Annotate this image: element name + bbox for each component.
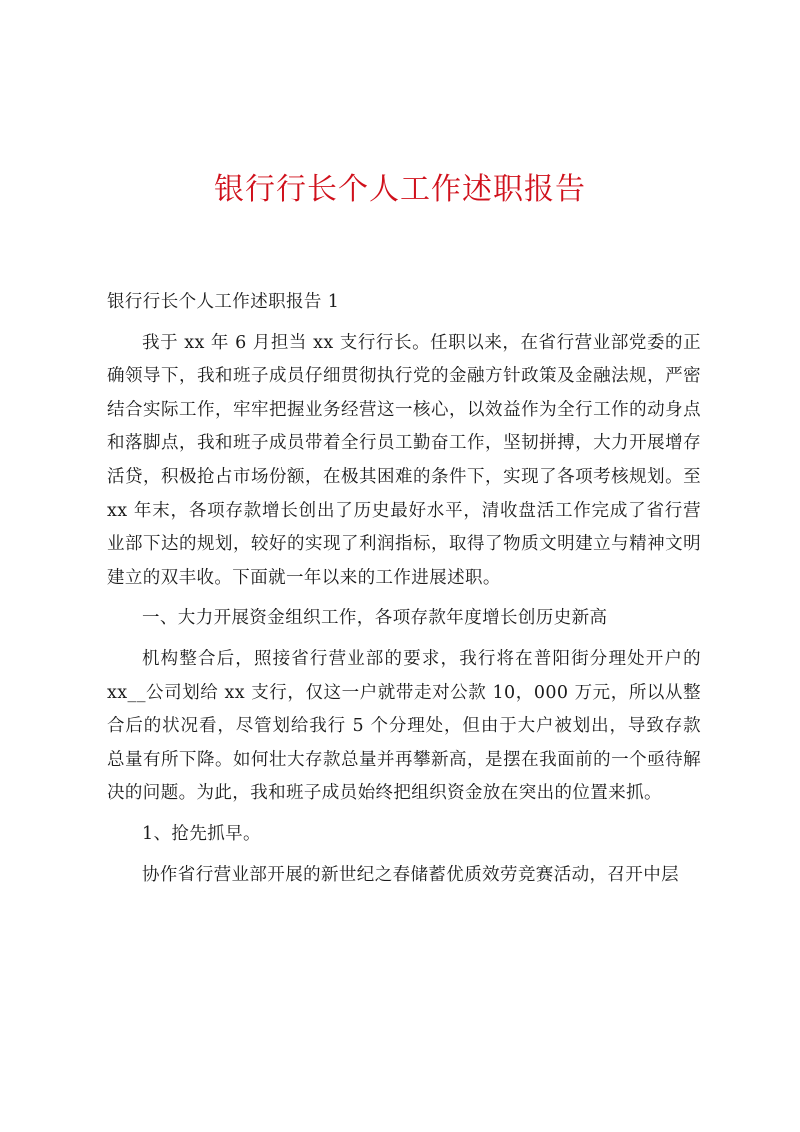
report-subheading: 银行行长个人工作述职报告 1 [107, 292, 340, 312]
paragraph-restructuring: 机构整合后，照接省行营业部的要求，我行将在普阳街分理处开户的 xx__公司划给 xx 支行，仅这一户就带走对公款 10，000 万元，所以从整合后的状况看，尽管划给我行 5 个分理处，但由于大户被划出，导致存款总量有所下降。如何壮大存款总量并再攀新高，是摆在我面前的一个亟待解决的问题。为此，我和班子成员始终把组织资金放在突出的位置来抓。 [107, 648, 701, 804]
paragraph-cooperation: 协作省行营业部开展的新世纪之春储蓄优质效劳竞赛活动，召开中层 [142, 864, 679, 885]
paragraph-intro: 我于 xx 年 6 月担当 xx 支行行长。任职以来，在省行营业部党委的正确领导下，我和班子成员仔细贯彻执行党的金融方针政策及金融法规，严密结合实际工作，牢牢把握业务经营这一核心，以效益作为全行工作的动身点和落脚点，我和班子成员带着全行员工勤奋工作，坚韧拼搏，大力开展增存活贷，积极抢占市场份额，在极其困难的条件下，实现了各项考核规划。至 xx 年末，各项存款增长创出了历史最好水平，清收盘活工作完成了省行营业部下达的规划，较好的实现了利润指标，取得了物质文明建立与精神文明建立的双丰收。下面就一年以来的工作进展述职。 [107, 332, 701, 588]
document-title: 银行行长个人工作述职报告 [214, 172, 586, 207]
section-heading-one: 一、大力开展资金组织工作，各项存款年度增长创历史新高 [142, 608, 608, 629]
document-body [107, 286, 701, 899]
list-item-one: 1、抢先抓早。 [142, 823, 261, 844]
